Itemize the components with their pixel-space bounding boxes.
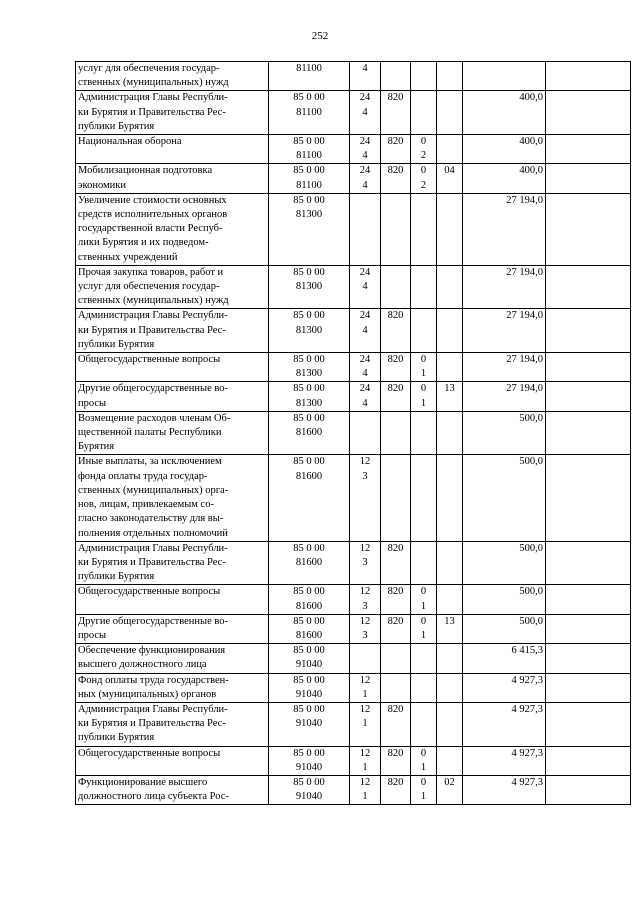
cell-text-rz: 0 1 bbox=[420, 615, 427, 641]
cell-amount bbox=[463, 644, 546, 673]
cell-text-name: Администрация Главы Республи- ки Бурятия и Правительства Рес- публики Бурятия bbox=[78, 703, 228, 744]
cell-text-vr: 12 3 bbox=[359, 456, 371, 482]
cell-target-article bbox=[269, 644, 350, 673]
cell-expense-name bbox=[76, 455, 269, 541]
cell-section bbox=[411, 265, 437, 309]
cell-subsection bbox=[437, 746, 463, 775]
cell-text-csr: 85 0 00 81300 bbox=[293, 194, 325, 221]
cell-amount bbox=[463, 135, 546, 164]
cell-amount bbox=[463, 702, 546, 746]
cell-expense-name bbox=[76, 135, 269, 164]
cell-text-csr: 85 0 00 81600 bbox=[293, 542, 325, 568]
cell-extra bbox=[546, 644, 631, 673]
cell-section bbox=[411, 411, 437, 455]
cell-expense-type bbox=[350, 91, 381, 135]
cell-subsection bbox=[437, 702, 463, 746]
cell-target-article bbox=[269, 91, 350, 135]
cell-text-grbs: 820 bbox=[387, 92, 404, 104]
cell-text-name: Национальная оборона bbox=[78, 136, 182, 148]
cell-amount bbox=[463, 541, 546, 585]
cell-text-sum: 27 194,0 bbox=[506, 383, 543, 395]
cell-extra bbox=[546, 541, 631, 585]
cell-extra bbox=[546, 91, 631, 135]
cell-text-csr: 85 0 00 91040 bbox=[293, 703, 325, 730]
cell-target-article bbox=[269, 541, 350, 585]
cell-subsection bbox=[437, 455, 463, 541]
cell-amount bbox=[463, 585, 546, 614]
cell-text-name: Общегосударственные вопросы bbox=[78, 747, 221, 759]
cell-text-grbs: 820 bbox=[387, 776, 404, 788]
cell-text-vr: 12 3 bbox=[359, 615, 371, 641]
cell-text-sum: 400,0 bbox=[519, 136, 543, 148]
cell-text-vr: 24 4 bbox=[359, 92, 371, 118]
table-row bbox=[76, 193, 631, 265]
cell-budget-manager-code bbox=[381, 265, 411, 309]
cell-extra bbox=[546, 164, 631, 193]
cell-extra bbox=[546, 382, 631, 411]
cell-amount bbox=[463, 353, 546, 382]
cell-subsection bbox=[437, 91, 463, 135]
cell-expense-type bbox=[350, 673, 381, 702]
cell-text-name: услуг для обеспечения государ- ственных (муниципальных) нужд bbox=[78, 63, 229, 89]
cell-text-pr: 04 bbox=[444, 165, 455, 177]
cell-text-pr: 13 bbox=[444, 615, 455, 627]
cell-text-csr: 85 0 00 91040 bbox=[293, 747, 325, 773]
cell-text-vr: 4 bbox=[362, 63, 368, 74]
cell-text-csr: 85 0 00 81300 bbox=[293, 354, 325, 380]
table-row bbox=[76, 541, 631, 585]
table-row bbox=[76, 614, 631, 643]
cell-subsection bbox=[437, 309, 463, 353]
cell-extra bbox=[546, 135, 631, 164]
cell-subsection bbox=[437, 382, 463, 411]
cell-text-sum: 400,0 bbox=[519, 165, 543, 177]
cell-section bbox=[411, 91, 437, 135]
cell-expense-name bbox=[76, 382, 269, 411]
cell-expense-name bbox=[76, 585, 269, 614]
cell-text-name: Администрация Главы Республи- ки Бурятия и Правительства Рес- публики Бурятия bbox=[78, 92, 228, 132]
budget-table-body bbox=[76, 62, 631, 805]
cell-text-name: Общегосударственные вопросы bbox=[78, 354, 221, 366]
cell-section bbox=[411, 353, 437, 382]
cell-amount bbox=[463, 673, 546, 702]
cell-expense-type bbox=[350, 411, 381, 455]
cell-section bbox=[411, 193, 437, 265]
table-row bbox=[76, 382, 631, 411]
cell-text-sum: 500,0 bbox=[519, 586, 543, 598]
cell-section bbox=[411, 585, 437, 614]
cell-text-sum: 4 927,3 bbox=[511, 674, 543, 686]
cell-expense-type bbox=[350, 614, 381, 643]
cell-section bbox=[411, 644, 437, 673]
cell-text-rz: 0 1 bbox=[420, 586, 427, 612]
cell-budget-manager-code bbox=[381, 702, 411, 746]
cell-text-sum: 4 927,3 bbox=[511, 703, 543, 715]
cell-text-name: Другие общегосударственные во- просы bbox=[78, 615, 229, 641]
cell-section bbox=[411, 62, 437, 91]
cell-text-rz: 0 2 bbox=[420, 165, 427, 191]
cell-budget-manager-code bbox=[381, 193, 411, 265]
cell-budget-manager-code bbox=[381, 746, 411, 775]
cell-section bbox=[411, 309, 437, 353]
cell-expense-name bbox=[76, 91, 269, 135]
cell-text-vr: 12 1 bbox=[359, 776, 371, 803]
cell-amount bbox=[463, 614, 546, 643]
cell-section bbox=[411, 164, 437, 193]
cell-section bbox=[411, 673, 437, 702]
cell-subsection bbox=[437, 353, 463, 382]
cell-text-csr: 85 0 00 81600 bbox=[293, 412, 325, 439]
cell-text-pr: 02 bbox=[444, 776, 455, 788]
cell-section bbox=[411, 746, 437, 775]
cell-extra bbox=[546, 455, 631, 541]
cell-extra bbox=[546, 614, 631, 643]
cell-text-sum: 27 194,0 bbox=[506, 310, 543, 322]
cell-text-sum: 27 194,0 bbox=[506, 266, 543, 278]
cell-subsection bbox=[437, 585, 463, 614]
cell-section bbox=[411, 614, 437, 643]
cell-target-article bbox=[269, 62, 350, 91]
cell-text-name: Мобилизационная подготовка экономики bbox=[78, 165, 213, 191]
cell-text-name: Другие общегосударственные во- просы bbox=[78, 383, 229, 409]
cell-text-name: Фонд оплаты труда государствен- ных (муниципальных) органов bbox=[78, 674, 229, 700]
cell-expense-type bbox=[350, 644, 381, 673]
cell-expense-type bbox=[350, 775, 381, 804]
cell-text-sum: 27 194,0 bbox=[506, 194, 543, 206]
cell-extra bbox=[546, 353, 631, 382]
table-row bbox=[76, 62, 631, 91]
cell-amount bbox=[463, 62, 546, 91]
cell-expense-name bbox=[76, 746, 269, 775]
table-row bbox=[76, 585, 631, 614]
cell-text-sum: 500,0 bbox=[519, 412, 543, 424]
cell-expense-type bbox=[350, 702, 381, 746]
cell-text-name: Общегосударственные вопросы bbox=[78, 586, 221, 598]
cell-text-sum: 4 927,3 bbox=[511, 747, 543, 759]
table-row bbox=[76, 455, 631, 541]
cell-expense-type bbox=[350, 382, 381, 411]
cell-text-name: Администрация Главы Республи- ки Бурятия и Правительства Рес- публики Бурятия bbox=[78, 542, 228, 583]
cell-amount bbox=[463, 455, 546, 541]
cell-text-vr: 12 1 bbox=[359, 703, 371, 730]
cell-text-csr: 85 0 00 81300 bbox=[293, 383, 325, 409]
cell-text-csr: 85 0 00 91040 bbox=[293, 776, 325, 803]
cell-text-rz: 0 1 bbox=[420, 354, 427, 380]
cell-text-name: Функционирование высшего должностного лица субъекта Рос- bbox=[78, 776, 229, 803]
cell-text-vr: 12 3 bbox=[359, 542, 371, 568]
cell-text-vr: 12 1 bbox=[359, 747, 371, 773]
cell-expense-type bbox=[350, 193, 381, 265]
cell-text-grbs: 820 bbox=[387, 136, 404, 148]
cell-budget-manager-code bbox=[381, 455, 411, 541]
table-row bbox=[76, 164, 631, 193]
cell-subsection bbox=[437, 193, 463, 265]
cell-text-csr: 81100 bbox=[296, 63, 322, 74]
cell-subsection bbox=[437, 135, 463, 164]
cell-extra bbox=[546, 775, 631, 804]
cell-text-pr: 13 bbox=[444, 383, 455, 395]
cell-text-name: Обеспечение функционирования высшего должностного лица bbox=[78, 645, 226, 671]
table-row bbox=[76, 411, 631, 455]
cell-text-name: Возмещение расходов членам Об- щественной палаты Республики Бурятия bbox=[78, 412, 231, 453]
cell-budget-manager-code bbox=[381, 309, 411, 353]
cell-expense-name bbox=[76, 193, 269, 265]
cell-amount bbox=[463, 164, 546, 193]
cell-amount bbox=[463, 193, 546, 265]
cell-text-rz: 0 1 bbox=[420, 747, 427, 773]
cell-budget-manager-code bbox=[381, 644, 411, 673]
cell-text-csr: 85 0 00 81100 bbox=[293, 136, 325, 162]
cell-text-sum: 6 415,3 bbox=[511, 645, 543, 657]
cell-budget-manager-code bbox=[381, 91, 411, 135]
cell-expense-type bbox=[350, 541, 381, 585]
cell-subsection bbox=[437, 644, 463, 673]
cell-extra bbox=[546, 585, 631, 614]
cell-expense-name bbox=[76, 673, 269, 702]
table-row bbox=[76, 353, 631, 382]
cell-expense-name bbox=[76, 614, 269, 643]
cell-text-vr: 24 4 bbox=[359, 354, 371, 380]
cell-text-sum: 400,0 bbox=[519, 92, 543, 104]
cell-expense-name bbox=[76, 411, 269, 455]
cell-text-sum: 500,0 bbox=[519, 615, 543, 627]
cell-expense-type bbox=[350, 62, 381, 91]
cell-extra bbox=[546, 411, 631, 455]
cell-target-article bbox=[269, 614, 350, 643]
cell-amount bbox=[463, 265, 546, 309]
cell-target-article bbox=[269, 673, 350, 702]
cell-text-vr: 12 1 bbox=[359, 674, 371, 700]
table-row bbox=[76, 702, 631, 746]
cell-target-article bbox=[269, 382, 350, 411]
cell-extra bbox=[546, 309, 631, 353]
cell-expense-name bbox=[76, 353, 269, 382]
table-row bbox=[76, 265, 631, 309]
cell-budget-manager-code bbox=[381, 382, 411, 411]
cell-text-grbs: 820 bbox=[387, 165, 404, 177]
cell-budget-manager-code bbox=[381, 541, 411, 585]
cell-target-article bbox=[269, 164, 350, 193]
cell-extra bbox=[546, 193, 631, 265]
cell-section bbox=[411, 775, 437, 804]
cell-text-csr: 85 0 00 81100 bbox=[293, 165, 325, 191]
cell-text-grbs: 820 bbox=[387, 703, 404, 715]
cell-target-article bbox=[269, 746, 350, 775]
cell-section bbox=[411, 455, 437, 541]
cell-section bbox=[411, 135, 437, 164]
cell-text-sum: 4 927,3 bbox=[511, 776, 543, 788]
table-row bbox=[76, 135, 631, 164]
cell-text-csr: 85 0 00 81600 bbox=[293, 615, 325, 641]
table-row bbox=[76, 309, 631, 353]
cell-expense-type bbox=[350, 585, 381, 614]
cell-text-name: Иные выплаты, за исключением фонда оплаты труда государ- ственных (муниципальных) орга- нов, лицам, привлекаемым со- гласно законодательству для вы- полнения отдельных полномочий bbox=[78, 456, 229, 539]
cell-extra bbox=[546, 265, 631, 309]
cell-amount bbox=[463, 91, 546, 135]
cell-text-rz: 0 2 bbox=[420, 136, 427, 162]
cell-text-grbs: 820 bbox=[387, 542, 404, 554]
cell-section bbox=[411, 702, 437, 746]
cell-text-rz: 0 1 bbox=[420, 776, 427, 803]
cell-expense-name bbox=[76, 702, 269, 746]
cell-expense-name bbox=[76, 644, 269, 673]
cell-extra bbox=[546, 62, 631, 91]
cell-amount bbox=[463, 411, 546, 455]
cell-text-vr: 12 3 bbox=[359, 586, 371, 612]
cell-text-name: Администрация Главы Республи- ки Бурятия и Правительства Рес- публики Бурятия bbox=[78, 310, 228, 350]
cell-text-grbs: 820 bbox=[387, 310, 404, 322]
cell-expense-name bbox=[76, 265, 269, 309]
budget-table bbox=[75, 61, 631, 805]
cell-budget-manager-code bbox=[381, 135, 411, 164]
cell-extra bbox=[546, 746, 631, 775]
cell-expense-name bbox=[76, 164, 269, 193]
cell-extra bbox=[546, 673, 631, 702]
cell-text-csr: 85 0 00 81600 bbox=[293, 586, 325, 612]
cell-budget-manager-code bbox=[381, 411, 411, 455]
cell-section bbox=[411, 541, 437, 585]
cell-budget-manager-code bbox=[381, 353, 411, 382]
cell-amount bbox=[463, 382, 546, 411]
cell-text-vr: 24 4 bbox=[359, 383, 371, 409]
cell-subsection bbox=[437, 614, 463, 643]
cell-expense-name bbox=[76, 775, 269, 804]
cell-budget-manager-code bbox=[381, 673, 411, 702]
cell-target-article bbox=[269, 353, 350, 382]
cell-budget-manager-code bbox=[381, 62, 411, 91]
cell-budget-manager-code bbox=[381, 614, 411, 643]
cell-target-article bbox=[269, 702, 350, 746]
cell-text-csr: 85 0 00 81300 bbox=[293, 266, 325, 293]
cell-text-sum: 500,0 bbox=[519, 542, 543, 554]
cell-target-article bbox=[269, 455, 350, 541]
cell-text-rz: 0 1 bbox=[420, 383, 427, 409]
table-row bbox=[76, 673, 631, 702]
cell-text-csr: 85 0 00 81300 bbox=[293, 310, 325, 336]
cell-subsection bbox=[437, 62, 463, 91]
cell-text-vr: 24 4 bbox=[359, 136, 371, 162]
cell-text-name: Увеличение стоимости основных средств исполнительных органов государственной власти Респуб- лики Бурятия и их подведом- ственных учреждений bbox=[78, 194, 228, 263]
cell-text-csr: 85 0 00 91040 bbox=[293, 674, 325, 700]
table-row bbox=[76, 775, 631, 804]
cell-amount bbox=[463, 309, 546, 353]
cell-subsection bbox=[437, 265, 463, 309]
table-row bbox=[76, 91, 631, 135]
cell-expense-type bbox=[350, 353, 381, 382]
cell-text-vr: 24 4 bbox=[359, 310, 371, 336]
cell-text-vr: 24 4 bbox=[359, 165, 371, 191]
cell-subsection bbox=[437, 673, 463, 702]
cell-text-name: Прочая закупка товаров, работ и услуг для обеспечения государ- ственных (муниципальных) нужд bbox=[78, 266, 229, 307]
cell-budget-manager-code bbox=[381, 585, 411, 614]
cell-expense-name bbox=[76, 541, 269, 585]
page-number: 252 bbox=[311, 30, 329, 42]
cell-text-sum: 27 194,0 bbox=[506, 354, 543, 366]
cell-target-article bbox=[269, 775, 350, 804]
cell-text-vr: 24 4 bbox=[359, 266, 371, 293]
cell-expense-type bbox=[350, 746, 381, 775]
cell-expense-type bbox=[350, 164, 381, 193]
cell-expense-name bbox=[76, 62, 269, 91]
cell-amount bbox=[463, 746, 546, 775]
cell-expense-name bbox=[76, 309, 269, 353]
cell-text-grbs: 820 bbox=[387, 747, 404, 759]
cell-budget-manager-code bbox=[381, 775, 411, 804]
cell-expense-type bbox=[350, 265, 381, 309]
cell-expense-type bbox=[350, 135, 381, 164]
cell-subsection bbox=[437, 164, 463, 193]
cell-section bbox=[411, 382, 437, 411]
table-row bbox=[76, 644, 631, 673]
cell-target-article bbox=[269, 585, 350, 614]
cell-expense-type bbox=[350, 455, 381, 541]
cell-text-csr: 85 0 00 81100 bbox=[293, 92, 325, 118]
cell-text-grbs: 820 bbox=[387, 354, 404, 366]
cell-text-grbs: 820 bbox=[387, 615, 404, 627]
cell-amount bbox=[463, 775, 546, 804]
cell-subsection bbox=[437, 541, 463, 585]
cell-subsection bbox=[437, 775, 463, 804]
cell-text-csr: 85 0 00 81600 bbox=[293, 456, 325, 482]
cell-target-article bbox=[269, 193, 350, 265]
cell-text-sum: 500,0 bbox=[519, 456, 543, 468]
table-row bbox=[76, 746, 631, 775]
cell-text-grbs: 820 bbox=[387, 383, 404, 395]
cell-subsection bbox=[437, 411, 463, 455]
cell-target-article bbox=[269, 411, 350, 455]
cell-expense-type bbox=[350, 309, 381, 353]
cell-text-grbs: 820 bbox=[387, 586, 404, 598]
cell-target-article bbox=[269, 265, 350, 309]
cell-budget-manager-code bbox=[381, 164, 411, 193]
cell-text-csr: 85 0 00 91040 bbox=[293, 645, 325, 671]
cell-target-article bbox=[269, 309, 350, 353]
cell-extra bbox=[546, 702, 631, 746]
cell-target-article bbox=[269, 135, 350, 164]
